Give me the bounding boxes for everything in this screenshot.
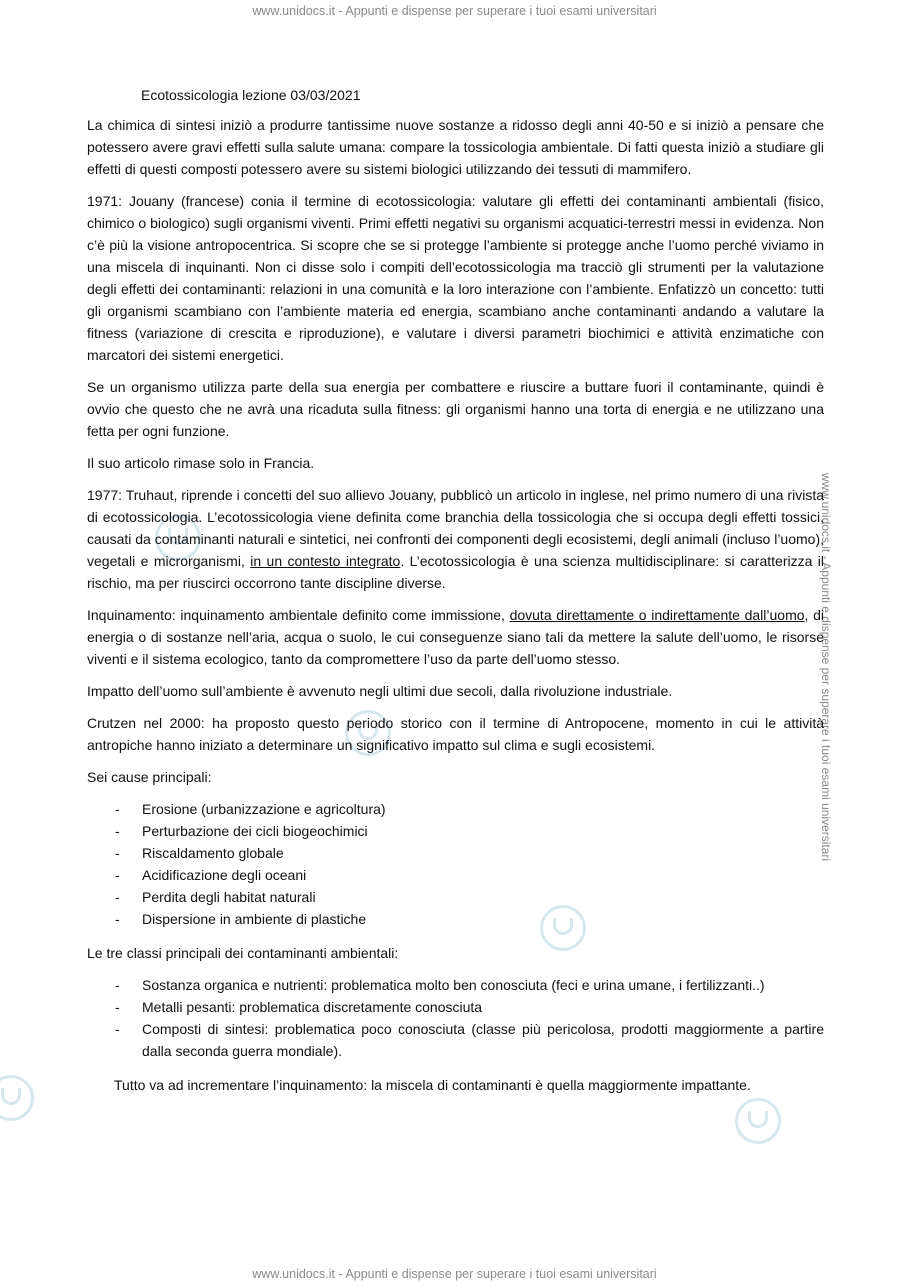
watermark-right: www.unidocs.it - Appunti e dispense per superare i tuoi esami universitari <box>819 472 834 862</box>
watermark-top: www.unidocs.it - Appunti e dispense per superare i tuoi esami universitari <box>252 4 657 18</box>
paragraph: Il suo articolo rimase solo in Francia. <box>87 455 315 471</box>
paragraph: La chimica di sintesi iniziò a produrre tantissime nuove sostanze a ridosso degli anni 40-50 e si iniziò a pensare che potessero avere gravi effetti sulla salute umana: compare la tossicologia ambientale. Di fatti questa iniziò a studiare gli effetti di questi composti potessero avere su sistemi biologici utilizzando dei tessuti di mammifero. <box>87 117 824 177</box>
list-item: - Dispersione in ambiente di plastiche <box>115 911 367 927</box>
paragraph: 1971: Jouany (francese) conia il termine di ecotossicologia: valutare gli effetti dei contaminanti ambientali (fisico, chimico o biologico) sugli organismi viventi. Primi effetti negativi su organismi acquatici-terrestri messi in evidenza. Non c’è più la visione antropocentrica. Si scopre che se si protegge l’ambiente si protegge anche l’uomo perché viviamo in una miscela di inquinanti. Non ci disse solo i compiti dell’ecotossicologia ma tracciò gli strumenti per la valutazione degli effetti dei contaminanti: relazioni in una comunità e la loro interazione con l’ambiente. Enfatizzò un concetto: tutti gli organismi scambiano con l’ambiente materia ed energia, scambiano anche contaminanti andando a valutare la fitness (variazione di crescita e riproduzione), e valutare i diversi parametri biochimici e attività enzimatiche con marcatori dei sistemi energetici. <box>87 193 824 363</box>
paragraph: Tutto va ad incrementare l’inquinamento: la miscela di contaminanti è quella maggiormente impattante. <box>114 1077 751 1093</box>
list-item: - Perdita degli habitat naturali <box>115 889 316 905</box>
paragraph: Sei cause principali: <box>87 769 212 785</box>
paragraph: Se un organismo utilizza parte della sua energia per combattere e riuscire a buttare fuori il contaminante, quindi è ovvio che questo che ne avrà una ricaduta sulla fitness: gli organismi hanno una torta di energia e ne utilizzano una fetta per ogni funzione. <box>87 379 824 439</box>
list-item: - Composti di sintesi: problematica poco conosciuta (classe più pericolosa, prodotti maggiormente a partire dalla seconda guerra mondiale). <box>115 1021 824 1059</box>
causes-list <box>87 798 824 930</box>
list-item: - Riscaldamento globale <box>115 845 284 861</box>
document-body <box>87 84 824 1106</box>
list-item: - Erosione (urbanizzazione e agricoltura) <box>115 801 386 817</box>
paragraph: Le tre classi principali dei contaminanti ambientali: <box>87 945 399 961</box>
paragraph: Impatto dell’uomo sull’ambiente è avvenuto negli ultimi due secoli, dalla rivoluzione industriale. <box>87 683 673 699</box>
list-item: - Sostanza organica e nutrienti: problematica molto ben conosciuta (feci e urina umane, i fertilizzanti..) <box>115 977 765 993</box>
document-title: Ecotossicologia lezione 03/03/2021 <box>141 87 361 103</box>
unidocs-logo-icon <box>0 1075 34 1121</box>
classes-list <box>87 974 824 1062</box>
list-item: - Metalli pesanti: problematica discretamente conosciuta <box>115 999 483 1015</box>
underlined-text: dovuta direttamente o indirettamente dall’uomo <box>509 607 805 623</box>
paragraph: Inquinamento: inquinamento ambientale definito come immissione, dovuta direttamente o indirettamente dall’uomo, di energia o di sostanze nell’aria, acqua o suolo, le cui conseguenze siano tali da mettere la salute dell’uomo, le risorse viventi e il sistema ecologico, tanto da compromettere l’uso da parte dell’uomo stesso. <box>87 607 825 667</box>
list-item: - Acidificazione degli oceani <box>115 867 307 883</box>
underlined-text: in un contesto integrato <box>250 553 401 569</box>
watermark-bottom: www.unidocs.it - Appunti e dispense per superare i tuoi esami universitari <box>252 1267 657 1281</box>
paragraph: Crutzen nel 2000: ha proposto questo periodo storico con il termine di Antropocene, momento in cui le attività antropiche hanno iniziato a determinare un significativo impatto sul clima e sugli ecosistemi. <box>87 715 824 753</box>
paragraph: 1977: Truhaut, riprende i concetti del suo allievo Jouany, pubblicò un articolo in inglese, nel primo numero di una rivista di ecotossicologia. L’ecotossicologia viene definita come branchia della tossicologia che si occupa degli effetti tossici, causati da contaminanti naturali e sintetici, nei confronti dei componenti degli ecosistemi, degli animali (incluso l’uomo), vegetali e microrganismi, in un contesto integrato. L’ecotossicologia è una scienza multidisciplinare: si caratterizza il rischio, ma per riuscirci occorrono tante discipline diverse. <box>87 487 824 591</box>
list-item: - Perturbazione dei cicli biogeochimici <box>115 823 368 839</box>
